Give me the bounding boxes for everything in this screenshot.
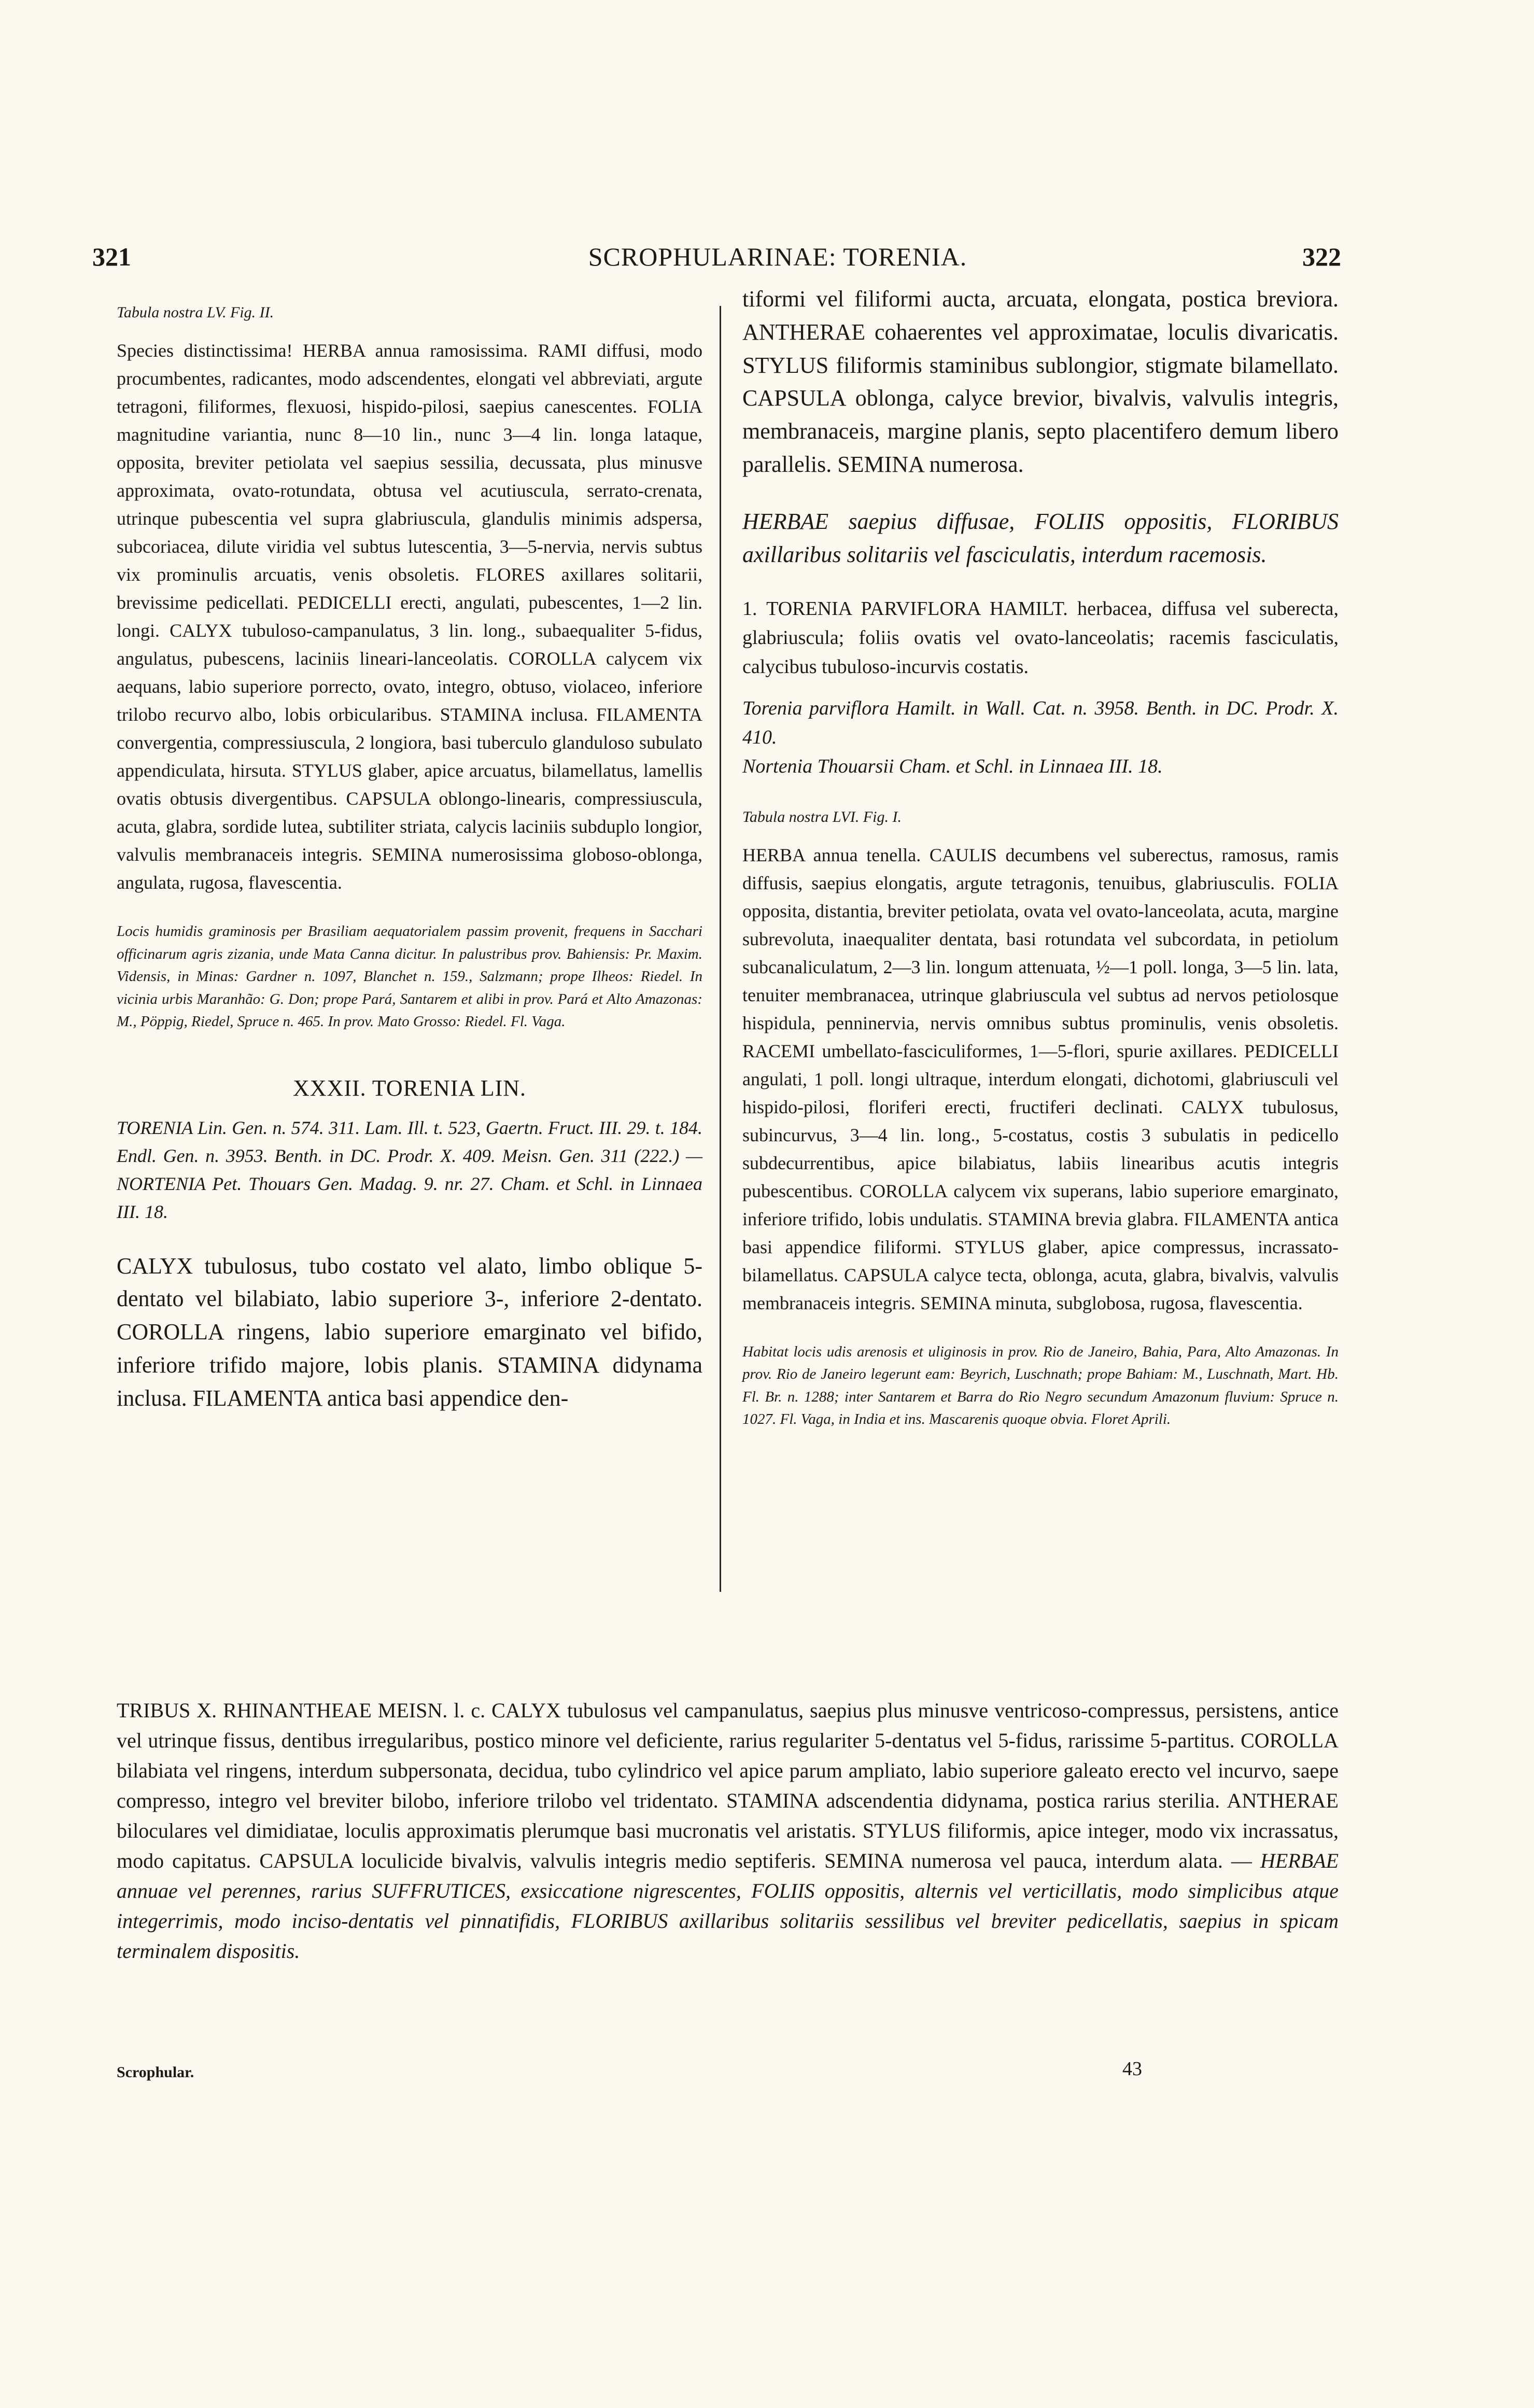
right-habitat-note: Habitat locis udis arenosis et uliginosis in prov. Rio de Janeiro, Bahia, Para, Alto Amazonas. In prov. Rio de Janeiro legerunt eam: Beyrich, Luschnath; prope Bahiam: M., Luschnath, Mart. Hb. Fl. Br. n. 1288; inter Santarem et Barra do Rio Negro secundum Amazonum fluvium: Spruce n. 1027. Fl. Vaga, in India et ins. Mascarenis quoque obvia. Floret Aprili. xyxy=(742,1343,1339,1428)
genus-heading: XXXII. TORENIA LIN. xyxy=(293,1075,526,1101)
genus-synonymy: TORENIA Lin. Gen. n. 574. 311. Lam. Ill. t. 523, Gaertn. Fruct. III. 29. t. 184. Endl. Gen. n. 3953. Benth. in DC. Prodr. X. 409. Meisn. Gen. 311 (222.) — NORTENIA Pet. Thouars Gen. Madag. 9. nr. 27. Cham. et Schl. in Linnaea III. 18. xyxy=(117,1117,702,1222)
synonym-two: Nortenia Thouarsii Cham. et Schl. in Linnaea III. 18. xyxy=(742,755,1163,777)
left-habitat-note: Locis humidis graminosis per Brasiliam aequatorialem passim provenit, frequens in Sacchari officinarum agris zizania, unde Mata Canna dicitur. In palustribus prov. Bahiensis: Pr. Maxim. Vidensis, in Minas: Gardner n. 1097, Blanchet n. 159., Salzmann; prope Ilheos: Riedel. In vicinia urbis Maranhão: G. Don; prope Pará, Santarem et alibi in prov. Pará et Alto Amazonas: M., Pöppig, Riedel, Spruce n. 465. In prov. Mato Grosso: Riedel. Fl. Vaga. xyxy=(117,923,702,1030)
species-diagnosis: 1. TORENIA PARVIFLORA HAMILT. herbacea, diffusa vel suberecta, glabriuscula; foliis ovatis vel ovato-lanceolatis; racemis fasciculatis, calycibus tubuloso-incurvis costatis. xyxy=(742,598,1339,678)
page-number-right: 322 xyxy=(1302,242,1341,271)
tribus-summary: HERBAE annuae vel perennes, rarius SUFFRUTICES, exsiccatione nigrescentes, FOLIIS oppositis, alternis vel verticillatis, modo simplicibus atque integerrimis, modo inciso-dentatis vel pinnatifidis, FLORIBUS axillaribus solitariis sessilibus vel breviter pedicellatis, saepius in spicam terminalem dispositis. xyxy=(117,1849,1339,1963)
tribus-description: TRIBUS X. RHINANTHEAE MEISN. l. c. CALYX tubulosus vel campanulatus, saepius plus minusve ventricoso-compressus, persistens, antice vel utrinque fissus, dentibus irregularibus, postico minore vel deficiente, rarius regulariter 5-dentatus vel 5-fidus, rarissime 5-partitus. COROLLA bilabiata vel ringens, interdum subpersonata, decidua, tubo cylindrico vel apice parum ampliato, labio superiore galeato erecto vel incurvo, saepe compresso, integro vel breviter bilobo, inferiore trilobo vel tridentato. STAMINA adscendentia didynama, postica rarius sterilia. ANTHERAE biloculares vel dimidiatae, loculis approximatis plerumque basi mucronatis vel aristatis. STYLUS filiformis, apice integer, modo vix incrassatus, modo capitatus. CAPSULA loculicide bivalvis, valvulis integris medio septiferis. SEMINA numerosa vel pauca, interdum alata. — xyxy=(117,1699,1339,1872)
left-tabula-reference: Tabula nostra LV. Fig. II. xyxy=(117,304,274,321)
left-column xyxy=(117,301,702,1415)
column-divider xyxy=(720,306,721,1592)
sheet-number: 43 xyxy=(1122,2058,1142,2080)
genus-summary: HERBAE saepius diffusae, FOLIIS oppositis, FLORIBUS axillaribus solitariis vel fasciculatis, interdum racemosis. xyxy=(742,508,1339,567)
right-column xyxy=(742,283,1339,1431)
page-number-left: 321 xyxy=(92,242,131,271)
running-title: SCROPHULARINAE: TORENIA. xyxy=(588,242,967,271)
left-species-description: Species distinctissima! HERBA annua ramosissima. RAMI diffusi, modo procumbentes, radicantes, modo adscendentes, elongati vel abbreviati, argute tetragoni, filiformes, flexuosi, hispido-pilosi, saepius canescentes. FOLIA magnitudine variantia, nunc 8—10 lin., nunc 3—4 lin. longa lataque, opposita, breviter petiolata vel saepius sessilia, decussata, plus minusve approximata, ovato-rotundata, obtusa vel acutiuscula, serrato-crenata, utrinque pubescentia vel supra glabriuscula, glandulis minimis adspersa, subcoriacea, dilute viridia vel subtus lutescentia, 3—5-nervia, nervis subtus vix prominulis arcuatis, venis obsoletis. FLORES axillares solitarii, brevissime pedicellati. PEDICELLI erecti, angulati, pubescentes, 1—2 lin. longi. CALYX tubuloso-campanulatus, 3 lin. long., subaequaliter 5-fidus, angulatus, pubescens, laciniis lineari-lanceolatis. COROLLA calycem vix aequans, labio superiore porrecto, ovato, integro, obtuso, violaceo, inferiore trilobo recurvo albo, lobis orbicularibus. STAMINA inclusa. FILAMENTA convergentia, compressiuscula, 2 longiora, basi tuberculo glanduloso subulato appendiculata, hirsuta. STYLUS glaber, apice arcuatus, bilamellatus, lamellis ovatis obtusis divergentibus. CAPSULA oblongo-linearis, compressiuscula, acuta, glabra, sordide lutea, subtiliter striata, calycis laciniis subduplo longior, valvulis membranaceis integris. SEMINA numerosissima globoso-oblonga, angulata, rugosa, flavescentia. xyxy=(117,340,702,893)
genus-description: CALYX tubulosus, tubo costato vel alato, limbo oblique 5-dentato vel bilabiato, labio superiore 3-, inferiore 2-dentato. COROLLA ringens, labio superiore emarginato vel bifido, inferiore trifido majore, lobis planis. STAMINA didynama inclusa. FILAMENTA antica basi appendice den- xyxy=(117,1253,702,1411)
synonym-one: Torenia parviflora Hamilt. in Wall. Cat. n. 3958. Benth. in DC. Prodr. X. 410. xyxy=(742,697,1339,748)
tribus-paragraph xyxy=(117,1696,1339,1966)
right-species-description: HERBA annua tenella. CAULIS decumbens vel suberectus, ramosus, ramis diffusis, saepius elongatis, argute tetragonis, tenuibus, glabriusculis. FOLIA opposita, distantia, breviter petiolata, ovata vel ovato-lanceolata, acuta, margine subrevoluta, inaequaliter dentata, basi rotundata vel subcordata, in petiolum subcanaliculatum, 2—3 lin. longum attenuata, ½—1 poll. longa, 3—5 lin. lata, tenuiter membranacea, utrinque glabriuscula vel subtus ad nervos petiolosque hispidula, penninervia, nervis omnibus subtus prominulis, venis obsoletis. RACEMI umbellato-fasciculiformes, 1—5-flori, spurie axillares. PEDICELLI angulati, 1 poll. longi ultraque, interdum elongati, dichotomi, glabriusculi vel hispido-pilosi, floriferi erecti, fructiferi declinati. CALYX tubulosus, subincurvus, 3—4 lin. long., 5-costatus, costis 3 subulatis in pedicello subdecurrentibus, apice bilabiatus, labiis linearibus acutis integris pubescentibus. COROLLA calycem vix superans, labio superiore emarginato, inferiore trifido, lobis undulatis. STAMINA brevia glabra. FILAMENTA antica basi appendice filiformi. STYLUS glaber, apice compressus, incrassato-bilamellatus. CAPSULA calyce tecta, oblonga, acuta, glabra, bivalvis, valvulis membranaceis integris. SEMINA minuta, subglobosa, rugosa, flavescentia. xyxy=(742,844,1339,1313)
right-tabula-reference: Tabula nostra LVI. Fig. I. xyxy=(742,808,902,825)
signature-mark: Scrophular. xyxy=(117,2064,194,2081)
genus-description-continued: tiformi vel filiformi aucta, arcuata, elongata, postica breviora. ANTHERAE cohaerentes vel approximatae, loculis divaricatis. STYLUS filiformis staminibus sublongior, stigmate bilamellato. CAPSULA oblonga, calyce brevior, bivalvis, valvulis integris, membranaceis, margine planis, septo placentifero demum libero parallelis. SEMINA numerosa. xyxy=(742,286,1339,477)
